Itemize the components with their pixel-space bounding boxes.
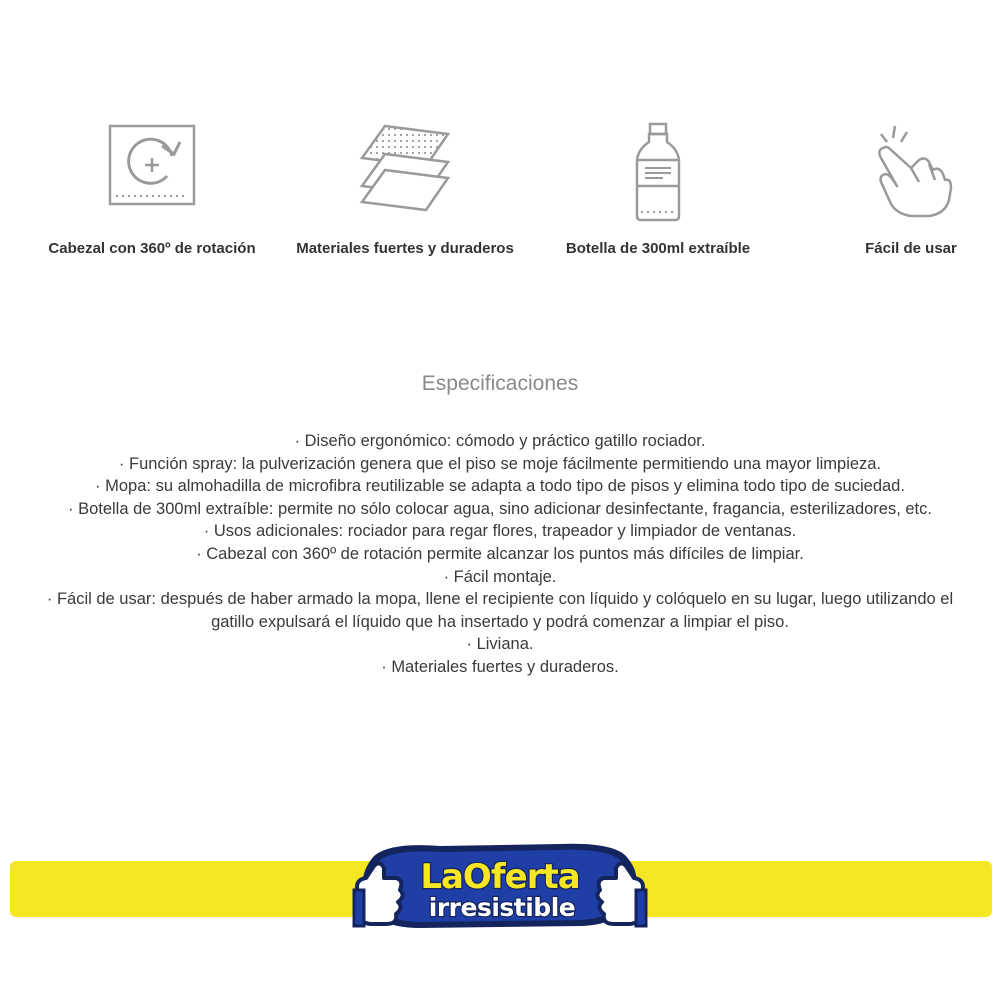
spec-item: · Cabezal con 360º de rotación permite alcanzar los puntos más difíciles de limpiar. [196,544,804,563]
spec-item: · Fácil de usar: después de haber armado la mopa, llene el recipiente con líquido y colóquelo en su lugar, luego utilizando el gatillo expulsará el líquido que ha insertado y podrá comenzar a limpiar el piso. [46,590,954,631]
spec-item: · Función spray: la pulverización genera que el piso se moje fácilmente permitiendo una mayor limpieza. [118,454,882,473]
logo-line-2: irresistible [428,893,576,922]
feature-bottle [528,120,788,257]
feature-rotation [22,120,282,257]
spec-item: · Fácil montaje. [443,567,557,586]
feature-label: Cabezal con 360º de rotación [48,240,256,257]
feature-label: Botella de 300ml extraíble [565,240,751,257]
spec-item: · Materiales fuertes y duraderos. [381,657,619,676]
bottle-icon [623,120,693,224]
feature-easy-use [781,120,1000,257]
specs-list [40,430,960,679]
feature-label: Materiales fuertes y duraderos [296,240,514,257]
tap-hand-icon [863,120,959,220]
spec-item: · Liviana. [466,635,534,654]
layered-pads-icon [350,120,460,216]
logo-line-1: LaOferta [420,857,580,897]
spec-item: · Usos adicionales: rociador para regar flores, trapeador y limpiador de ventanas. [203,522,797,541]
brand-logo [350,836,650,932]
spec-item: · Mopa: su almohadilla de microfibra reutilizable se adapta a todo tipo de pisos y elimina todo tipo de suciedad. [95,477,905,496]
spec-item: · Botella de 300ml extraíble: permite no sólo colocar agua, sino adicionar desinfectante, fragancia, esterilizadores, etc. [68,499,932,518]
feature-label: Fácil de usar [865,240,957,257]
specs-title: Especificaciones [421,372,579,395]
feature-materials [275,120,535,257]
spec-item: · Diseño ergonómico: cómodo y práctico gatillo rociador. [294,432,706,450]
rotation-360-icon [104,120,200,210]
features-row [0,0,1000,300]
